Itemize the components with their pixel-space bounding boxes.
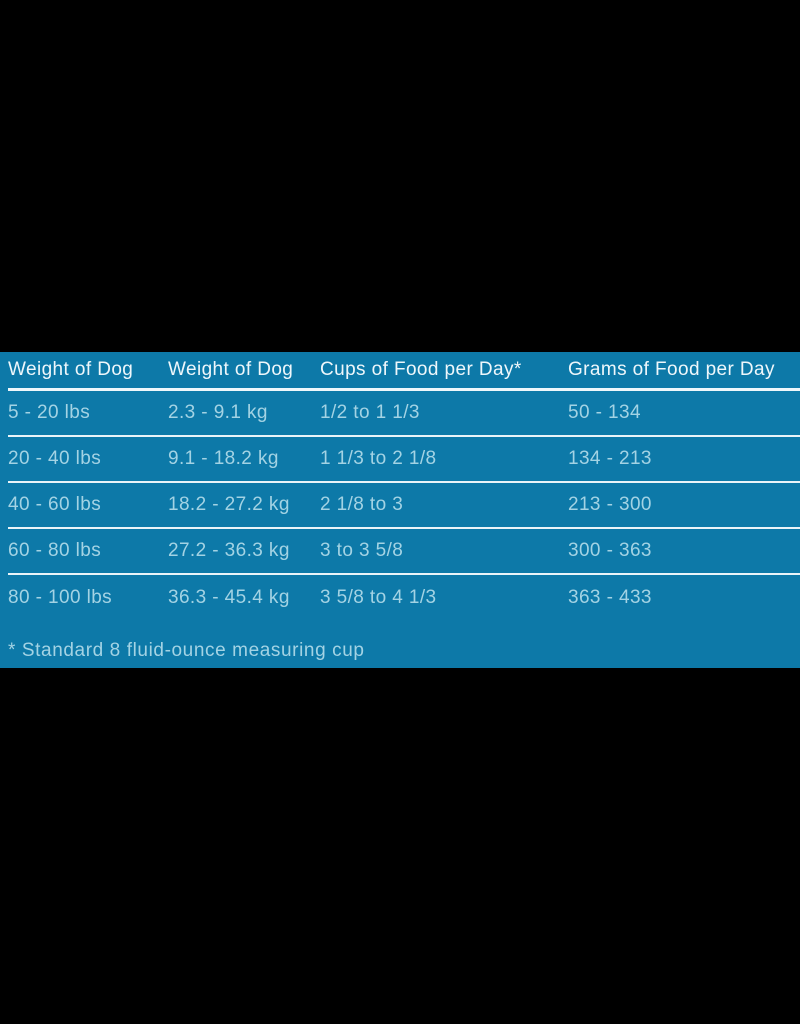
cell-cups-per-day: 2 1/8 to 3 <box>320 494 404 515</box>
cell-grams-per-day: 134 - 213 <box>568 448 652 469</box>
cell-cups-per-day: 1/2 to 1 1/3 <box>320 402 420 423</box>
cell-weight-lbs: 20 - 40 lbs <box>8 448 102 469</box>
cell-cups-per-day: 3 to 3 5/8 <box>320 540 404 561</box>
cell-cups-per-day: 3 5/8 to 4 1/3 <box>320 587 437 608</box>
table-row <box>8 483 800 529</box>
cell-weight-lbs: 40 - 60 lbs <box>8 494 102 515</box>
table-row <box>8 529 800 575</box>
feeding-guide-table <box>0 352 800 668</box>
table-header-row <box>8 352 800 391</box>
table-row <box>8 437 800 483</box>
table-row <box>8 575 800 621</box>
cell-weight-kg: 9.1 - 18.2 kg <box>168 448 279 469</box>
cell-grams-per-day: 363 - 433 <box>568 587 652 608</box>
cell-grams-per-day: 300 - 363 <box>568 540 652 561</box>
cell-weight-lbs: 60 - 80 lbs <box>8 540 102 561</box>
cell-cups-per-day: 1 1/3 to 2 1/8 <box>320 448 437 469</box>
cell-grams-per-day: 50 - 134 <box>568 402 641 423</box>
measuring-cup-footnote: * Standard 8 fluid-ounce measuring cup <box>8 640 365 661</box>
cell-weight-kg: 18.2 - 27.2 kg <box>168 494 290 515</box>
cell-grams-per-day: 213 - 300 <box>568 494 652 515</box>
cell-weight-kg: 27.2 - 36.3 kg <box>168 540 290 561</box>
column-header-weight-kg: Weight of Dog <box>168 359 294 380</box>
column-header-weight-lbs: Weight of Dog <box>8 359 134 380</box>
column-header-cups-per-day: Cups of Food per Day* <box>320 359 522 380</box>
cell-weight-lbs: 80 - 100 lbs <box>8 587 113 608</box>
cell-weight-kg: 2.3 - 9.1 kg <box>168 402 268 423</box>
column-header-grams-per-day: Grams of Food per Day <box>568 359 775 380</box>
table-row <box>8 391 800 437</box>
cell-weight-lbs: 5 - 20 lbs <box>8 402 91 423</box>
cell-weight-kg: 36.3 - 45.4 kg <box>168 587 290 608</box>
